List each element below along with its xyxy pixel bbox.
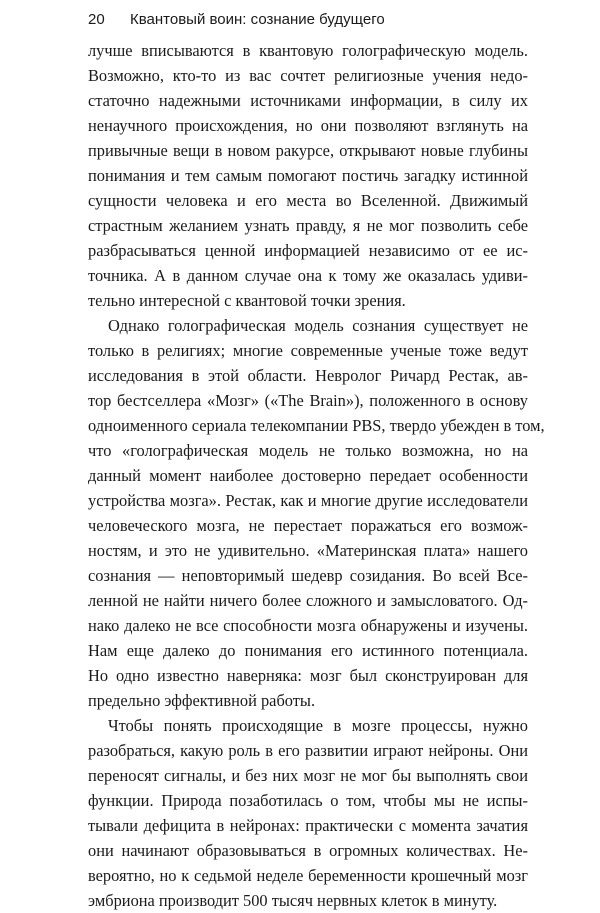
- text-line: сущности человека и его места во Вселенной. Движимый: [88, 191, 528, 210]
- text-line: статочно надежными источниками информации, в силу их: [88, 91, 528, 110]
- text-line: ненаучного происхождения, но они позволяют взглянуть на: [88, 116, 528, 135]
- text-line: Нам еще далеко до понимания его истинного потенциала.: [88, 641, 528, 660]
- text-line: тор бестселлера «Мозг» («The Brain»), положенного в основу: [88, 391, 528, 410]
- text-line: страстным желанием узнать правду, я не мог позволить себе: [88, 216, 528, 235]
- text-line: устройства мозга». Рестак, как и многие другие исследователи: [88, 491, 528, 510]
- paragraph: [88, 313, 545, 713]
- text-line: нако далеко не все способности мозга обнаружены и изучены.: [88, 616, 528, 635]
- text-line: они начинают образовываться в огромных количествах. Не-: [88, 841, 528, 860]
- text-line: ленной не найти ничего более сложного и замысловатого. Од-: [88, 591, 528, 610]
- text-line: эмбриона производит 500 тысяч нервных клеток в минуту.: [88, 891, 498, 910]
- text-line: исследования в этой области. Невролог Ричард Рестак, ав-: [88, 366, 528, 385]
- text-line: сознания — неповторимый шедевр созидания. Во всей Все-: [88, 566, 528, 585]
- page-number: 20: [88, 11, 105, 28]
- page-body: [88, 38, 545, 913]
- text-line: понимания и тем самым помогают постичь загадку истинной: [88, 166, 528, 185]
- text-line: разобраться, какую роль в его развитии играют нейроны. Они: [88, 741, 528, 760]
- text-line: Однако голографическая модель сознания существует не: [108, 316, 528, 335]
- paragraph: [88, 38, 528, 313]
- text-line: что «голографическая модель не только возможна, но на: [88, 441, 528, 460]
- text-line: Чтобы понять происходящие в мозге процессы, нужно: [108, 716, 528, 735]
- text-line: человеческого мозга, не перестает поражаться его возмож-: [88, 516, 528, 535]
- running-header: [88, 8, 540, 32]
- text-line: предельно эффективной работы.: [88, 691, 316, 710]
- text-line: привычные вещи в новом ракурсе, открывают новые глубины: [88, 141, 528, 160]
- text-line: лучше вписываются в квантовую голографическую модель.: [88, 41, 528, 60]
- running-title: Квантовый воин: сознание будущего: [130, 11, 385, 28]
- text-line: данный момент наиболее достоверно передает особенности: [88, 466, 528, 485]
- text-line: только в религиях; многие современные ученые тоже ведут: [88, 341, 528, 360]
- text-line: функции. Природа позаботилась о том, чтобы мы не испы-: [88, 791, 528, 810]
- paragraph: [88, 713, 528, 913]
- text-line: разбрасываться ценной информацией независимо от ее ис-: [88, 241, 528, 260]
- text-line: тывали дефицита в нейронах: практически с момента зачатия: [88, 816, 528, 835]
- text-line: ностям, и это не удивительно. «Материнская плата» нашего: [88, 541, 528, 560]
- text-line: вероятно, но к седьмой неделе беременности крошечный мозг: [88, 866, 528, 885]
- text-line: переносят сигналы, и без них мозг не мог бы выполнять свои: [88, 766, 528, 785]
- text-line: Возможно, кто-то из вас сочтет религиозные учения недо-: [88, 66, 528, 85]
- text-line: Но одно известно наверняка: мозг был сконструирован для: [88, 666, 528, 685]
- text-line: одноименного сериала телекомпании PBS, твердо убежден в том,: [88, 416, 545, 435]
- text-line: точника. А в данном случае она к тому же оказалась удиви-: [88, 266, 528, 285]
- text-line: тельно интересной с квантовой точки зрения.: [88, 291, 406, 310]
